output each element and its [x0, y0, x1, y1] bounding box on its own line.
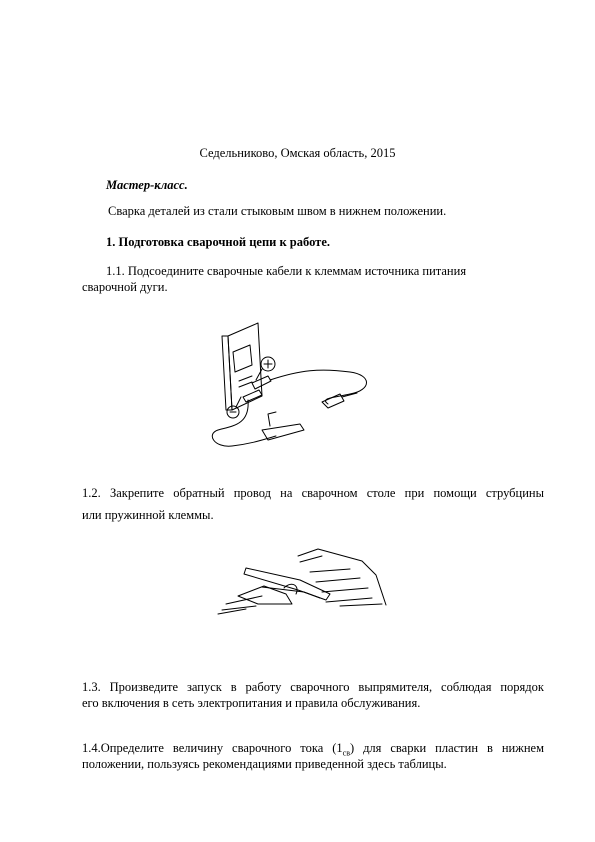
masterclass-label: Мастер-класс.: [106, 178, 188, 192]
electrode-rod: [342, 393, 357, 397]
step-1-4-line-2: положении, пользуясь рекомендациями приведенной здесь таблицы.: [82, 757, 447, 771]
cable-plug-lower: [243, 390, 262, 402]
step-1-1-line-2: сварочной дуги.: [82, 280, 168, 294]
current-subscript: св: [342, 748, 350, 758]
cable-plug-upper: [252, 376, 271, 389]
return-cable: [212, 400, 276, 446]
step-1-3-line-1: 1.3. Произведите запуск в работу сварочного выпрямителя, соблюдая порядок: [82, 680, 544, 694]
power-source-cabinet: [222, 323, 262, 410]
electrode-holder: [322, 394, 344, 408]
step-1-4-text-end: ) для сварки пластин в нижнем: [349, 741, 544, 755]
minus-terminal-icon: [227, 397, 241, 418]
step-1-4-text-start: 1.4.Определите величину сварочного тока (1: [82, 741, 343, 755]
step-1-1-line-1: 1.1. Подсоедините сварочные кабели к клеммам источника питания: [106, 264, 467, 278]
step-1-2-line-1: 1.2. Закрепите обратный провод на сварочном столе при помощи струбцины: [82, 486, 544, 500]
step-1-3-line-2: его включения в сеть электропитания и правила обслуживания.: [82, 696, 421, 710]
step-1-4-line-1: [82, 741, 544, 758]
spring-clamp-icon: [218, 568, 330, 614]
ground-clamp: [262, 412, 304, 440]
welding-table: [298, 549, 386, 606]
masterclass-topic: Сварка деталей из стали стыковым швом в нижнем положении.: [108, 204, 447, 218]
place-date-line: Седельниково, Омская область, 2015: [199, 146, 396, 160]
step-1-2-line-2: или пружинной клеммы.: [82, 508, 214, 522]
section-1-title: 1. Подготовка сварочной цепи к работе.: [106, 235, 330, 249]
plus-terminal-icon: [256, 357, 275, 380]
electrode-holder-cable: [270, 370, 367, 404]
